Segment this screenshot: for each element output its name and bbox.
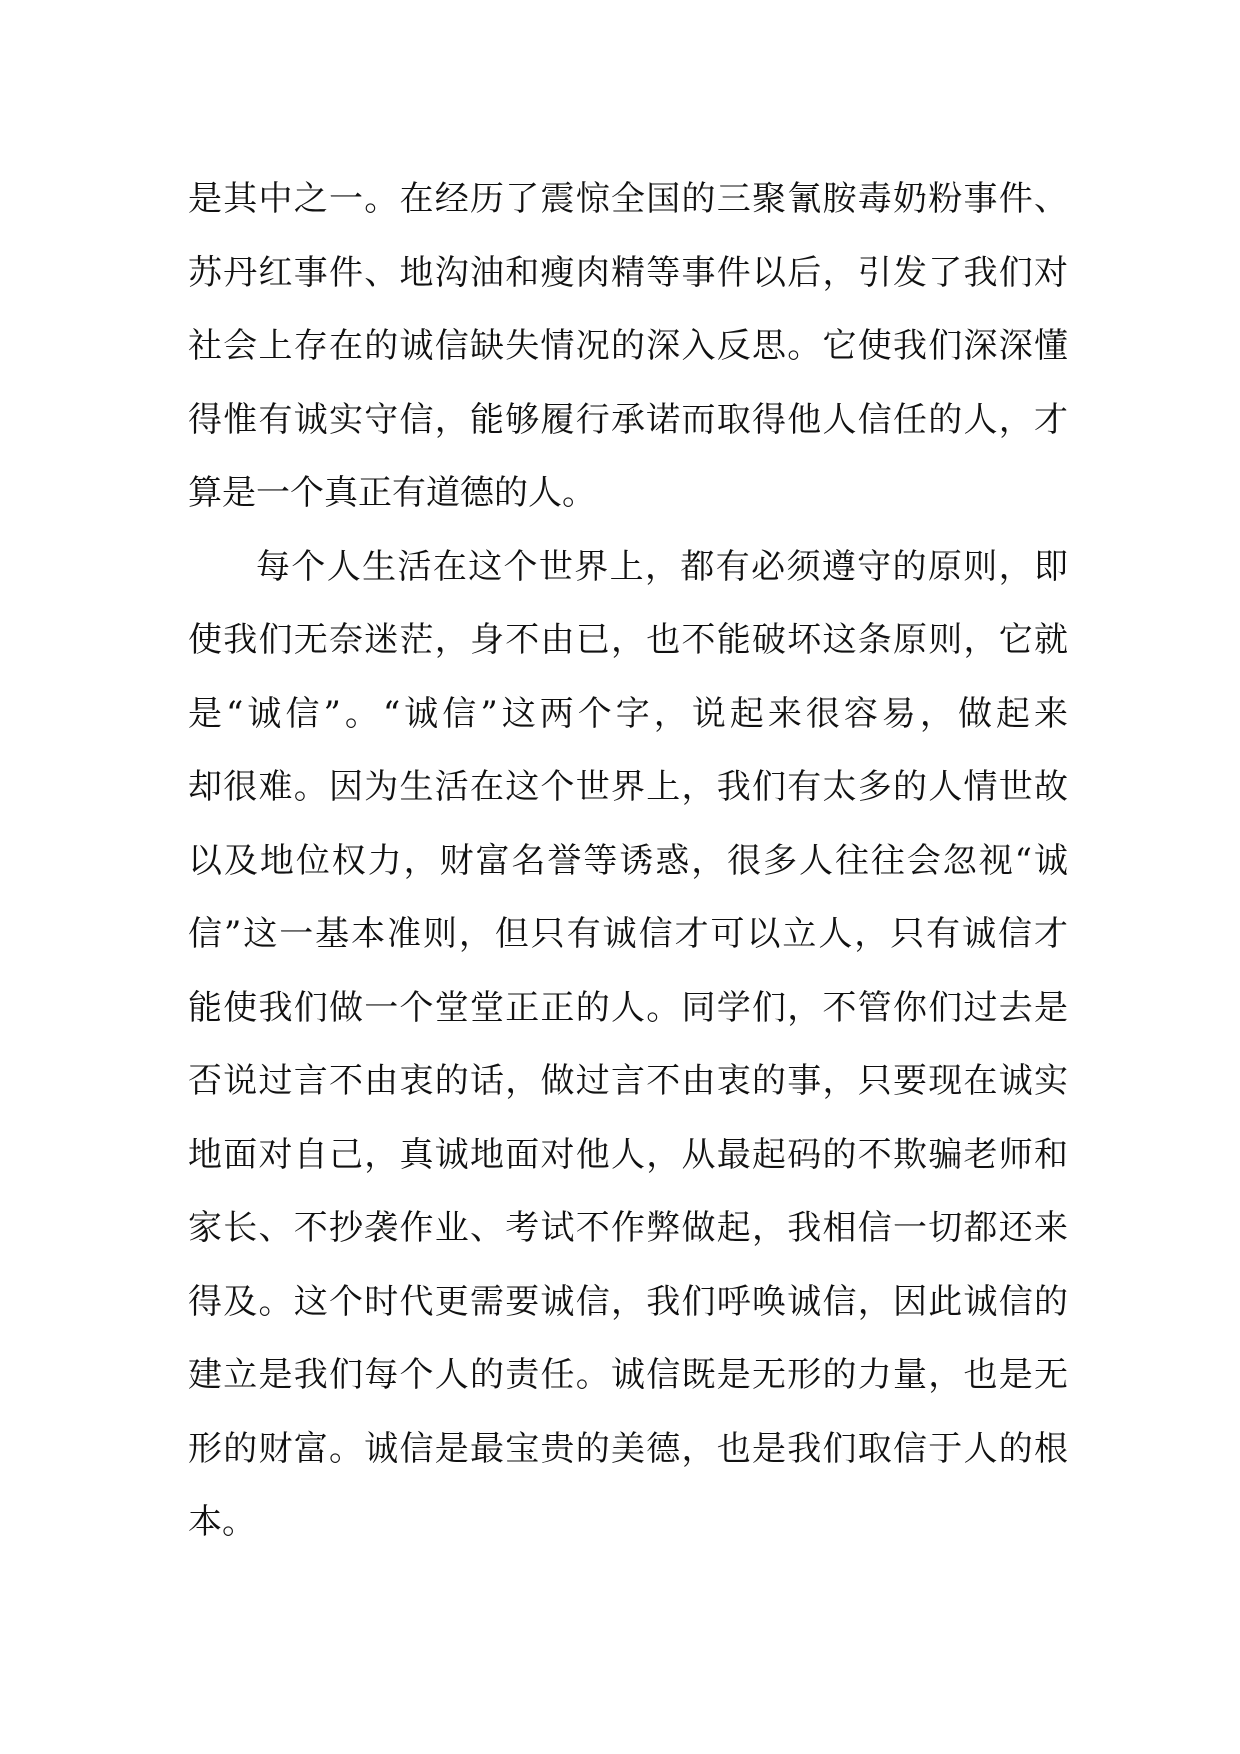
paragraph-1-line-2: 苏丹红事件、地沟油和瘦肉精等事件以后，引发了我们对 <box>188 252 1068 293</box>
paragraph-2-line-5: 以及地位权力，财富名誉等诱惑，很多人往往会忽视“诚 <box>188 840 1068 881</box>
paragraph-2-line-14: 本。 <box>188 1502 256 1542</box>
paragraph-2-line-11: 得及。这个时代更需要诚信，我们呼唤诚信，因此诚信的 <box>188 1281 1068 1322</box>
paragraph-2-line-13: 形的财富。诚信是最宝贵的美德，也是我们取信于人的根 <box>188 1428 1068 1469</box>
paragraph-2-line-4: 却很难。因为生活在这个世界上，我们有太多的人情世故 <box>188 767 1068 807</box>
paragraph-2-line-7: 能使我们做一个堂堂正正的人。同学们，不管你们过去是 <box>188 987 1068 1028</box>
paragraph-2-line-12: 建立是我们每个人的责任。诚信既是无形的力量，也是无 <box>188 1355 1068 1395</box>
paragraph-2-line-1: 每个人生活在这个世界上，都有必须遵守的原则，即 <box>256 546 1068 587</box>
paragraph-1-line-3: 社会上存在的诚信缺失情况的深入反思。它使我们深深懂 <box>188 326 1068 366</box>
paragraph-2-line-10: 家长、不抄袭作业、考试不作弊做起，我相信一切都还来 <box>188 1208 1068 1248</box>
paragraph-1-line-1: 是其中之一。在经历了震惊全国的三聚氰胺毒奶粉事件、 <box>188 179 1068 219</box>
paragraph-2-line-2: 使我们无奈迷茫，身不由已，也不能破坏这条原则，它就 <box>188 620 1068 660</box>
paragraph-1-line-5: 算是一个真正有道德的人。 <box>188 473 596 513</box>
paragraph-1-line-4: 得惟有诚实守信，能够履行承诺而取得他人信任的人，才 <box>188 399 1068 440</box>
body-text <box>188 163 1068 1560</box>
paragraph-2-line-3: 是“诚信”。“诚信”这两个字，说起来很容易，做起来 <box>188 693 1068 734</box>
paragraph-2-line-6: 信”这一基本准则，但只有诚信才可以立人，只有诚信才 <box>188 914 1068 954</box>
paragraph-2-line-8: 否说过言不由衷的话，做过言不由衷的事，只要现在诚实 <box>188 1061 1068 1101</box>
paragraph-2-line-9: 地面对自己，真诚地面对他人，从最起码的不欺骗老师和 <box>188 1134 1068 1175</box>
